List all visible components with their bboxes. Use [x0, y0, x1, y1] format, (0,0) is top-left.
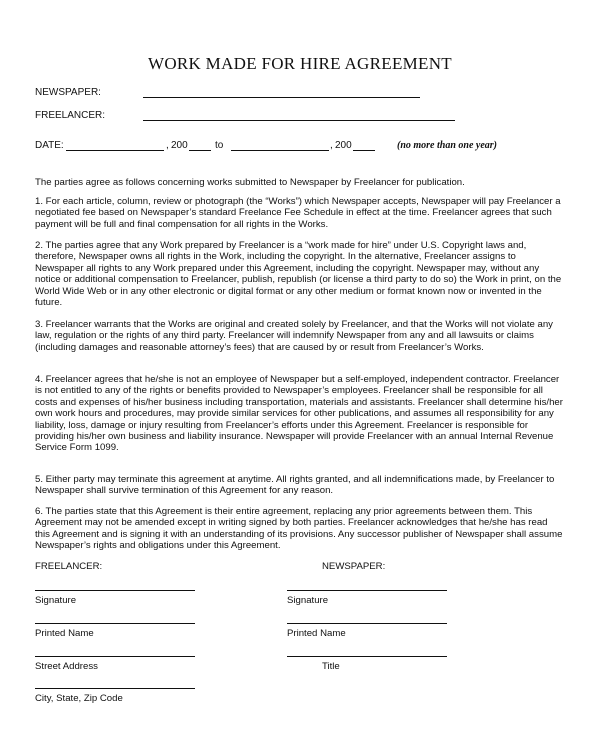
intro-paragraph: The parties agree as follows concerning works submitted to Newspaper by Freelancer for publication. — [35, 177, 465, 188]
newspaper-title-label: Title — [322, 661, 340, 672]
year-prefix-start: 200 — [171, 140, 188, 151]
clause-6: 6. The parties state that this Agreement is their entire agreement, replacing any prior agreements between them. This Agreement may not be amended except in writing signed by both parties. Freelancer acknowledges that he/she has read this Agreement and is signing it with an understanding of its provisions. Any successor publisher of Newspaper shall assume Newspaper’s rights and obligations under this Agreement. — [35, 506, 563, 552]
newspaper-title-line[interactable] — [287, 656, 447, 657]
freelancer-printed-name-line[interactable] — [35, 623, 195, 624]
newspaper-label: NEWSPAPER: — [35, 87, 101, 98]
clause-2: 2. The parties agree that any Work prepared by Freelancer is a “work made for hire” under U.S. Copyright laws and, therefore, Newspaper owns all rights in the Work, including the copyright. In the alternative, Freelancer assigns to Newspaper all rights to any Work prepared under this Agreement, including the copyright. Newspaper may, without any notice or additional compensation to Freelancer, publish, republish (or license a third party to do so) the Work in print, on the World Wide Web or in any other electronic or digital format or any other medium or format known now or invented in the future. — [35, 240, 562, 309]
freelancer-street-address-label: Street Address — [35, 661, 98, 672]
year-end-field[interactable] — [353, 150, 375, 151]
date-comma-2: , — [330, 140, 333, 151]
clause-3: 3. Freelancer warrants that the Works are original and created solely by Freelancer, and that the Works will not violate any law, regulation or the rights of any third party. Freelancer will indemnify Newspaper from any and all lawsuits or claims (including damages and reasonable attorney’s fees) that are caused by or result from Freelancer’s Works. — [35, 319, 553, 353]
year-start-field[interactable] — [189, 150, 211, 151]
freelancer-signature-label: Signature — [35, 595, 77, 606]
newspaper-field[interactable] — [143, 97, 420, 98]
freelancer-field[interactable] — [143, 120, 455, 121]
date-comma-1: , — [166, 140, 169, 151]
to-label: to — [215, 140, 224, 151]
newspaper-signature-heading: NEWSPAPER: — [322, 561, 386, 572]
newspaper-printed-name-label: Printed Name — [287, 628, 346, 639]
newspaper-signature-label: Signature — [287, 595, 329, 606]
freelancer-city-state-zip-line[interactable] — [35, 688, 195, 689]
freelancer-street-address-line[interactable] — [35, 656, 195, 657]
clause-5: 5. Either party may terminate this agreement at anytime. All rights granted, and all indemnifications made, by Freelancer to Newspaper shall survive termination of this Agreement for any reason. — [35, 474, 555, 497]
freelancer-label: FREELANCER: — [35, 110, 106, 121]
year-prefix-end: 200 — [335, 140, 352, 151]
document-title: WORK MADE FOR HIRE AGREEMENT — [147, 54, 452, 73]
clause-1: 1. For each article, column, review or photograph (the “Works”) which Newspaper accepts, Newspaper will pay Freelancer a negotiated fee based on Newspaper’s standard Freelance Fee Schedule in effect at the time. Freelancer agrees that such payment will be full and final compensation for all rights in the Works. — [35, 196, 561, 230]
duration-note: (no more than one year) — [397, 140, 497, 151]
freelancer-signature-line[interactable] — [35, 590, 195, 591]
newspaper-printed-name-line[interactable] — [287, 623, 447, 624]
freelancer-printed-name-label: Printed Name — [35, 628, 94, 639]
date-label: DATE: — [35, 140, 64, 151]
freelancer-signature-heading: FREELANCER: — [35, 561, 103, 572]
clause-4: 4. Freelancer agrees that he/she is not an employee of Newspaper but a self-employed, independent contractor. Freelancer is not entitled to any of the rights or benefits provided to Newspaper’s employees. Freelancer shall be responsible for all costs and expenses of his/her business including transportation, materials and assistants. Freelancer shall determine his/her own work hours and procedures, may provide similar services for other publications, and assumes all responsibility for any liability, loss, damage or injury resulting from Freelancer’s efforts under this Agreement. Freelancer is responsible for providing his/her own business and liability insurance. Newspaper will provide Freelancer with an annual Internal Revenue Service Form 1099. — [35, 374, 563, 454]
freelancer-city-state-zip-label: City, State, Zip Code — [35, 693, 123, 704]
date-end-field[interactable] — [231, 150, 329, 151]
date-start-field[interactable] — [66, 150, 164, 151]
newspaper-signature-line[interactable] — [287, 590, 447, 591]
